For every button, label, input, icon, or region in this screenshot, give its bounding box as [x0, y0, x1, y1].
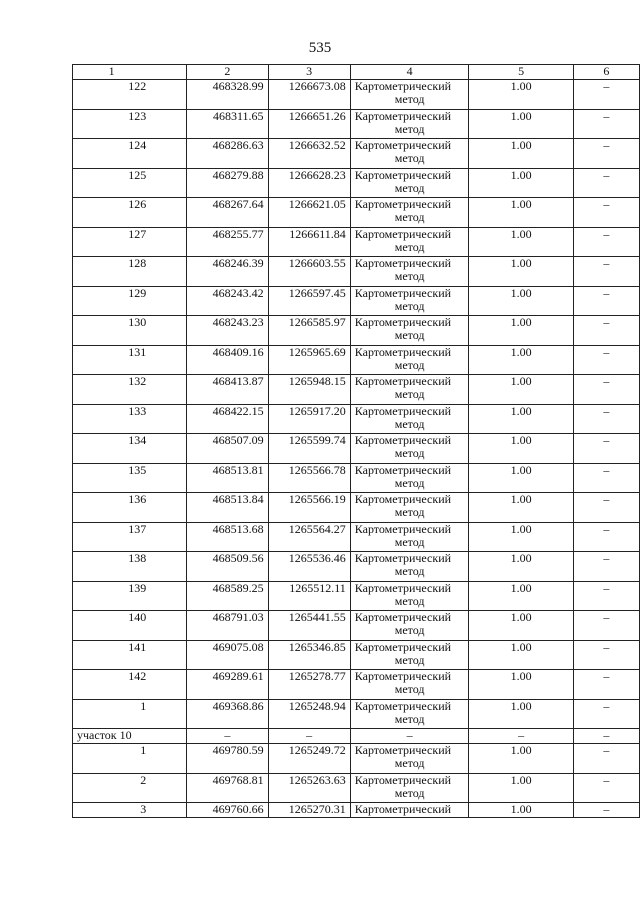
note-dash: – — [573, 168, 639, 198]
coord-x: 468243.42 — [187, 286, 268, 316]
table-row — [73, 109, 640, 139]
note-dash: – — [573, 463, 639, 493]
coord-x: 468243.23 — [187, 316, 268, 346]
point-number: 129 — [73, 286, 187, 316]
method-cell — [350, 286, 469, 316]
note-dash: – — [573, 699, 639, 729]
method-text: Картометрический — [354, 802, 452, 816]
accuracy: 1.00 — [469, 227, 573, 257]
method-cell — [350, 640, 469, 670]
coord-x: 468409.16 — [187, 345, 268, 375]
method-text: Картометрический — [354, 168, 452, 182]
method-text: метод — [394, 298, 425, 313]
coord-y: 1265564.27 — [268, 522, 350, 552]
method-cell — [350, 581, 469, 611]
method-text: Картометрический — [354, 551, 452, 565]
table-row — [73, 773, 640, 803]
method-text: метод — [394, 180, 425, 195]
accuracy: 1.00 — [469, 699, 573, 729]
method-text: Картометрический — [354, 492, 452, 506]
coord-y: 1265917.20 — [268, 404, 350, 434]
coord-x: 468513.81 — [187, 463, 268, 493]
method-text: Картометрический — [354, 286, 452, 300]
point-number: 140 — [73, 611, 187, 641]
method-text: Картометрический — [354, 227, 452, 241]
coord-x: 469760.66 — [187, 803, 268, 818]
coord-y: 1266611.84 — [268, 227, 350, 257]
point-number: 136 — [73, 493, 187, 523]
point-number: 137 — [73, 522, 187, 552]
method-cell — [350, 139, 469, 169]
accuracy: 1.00 — [469, 316, 573, 346]
method-text: Картометрический — [354, 522, 452, 536]
coord-y: 1266632.52 — [268, 139, 350, 169]
table-row — [73, 257, 640, 287]
table-row — [73, 168, 640, 198]
table-header-row — [73, 65, 640, 80]
note-dash: – — [573, 434, 639, 464]
point-number: 2 — [73, 773, 187, 803]
table-row — [73, 375, 640, 405]
accuracy: 1.00 — [469, 803, 573, 818]
note-dash: – — [573, 773, 639, 803]
coord-y: 1265248.94 — [268, 699, 350, 729]
header-col-5: 5 — [469, 65, 573, 80]
coord-y: 1266673.08 — [268, 80, 350, 110]
note-dash: – — [573, 552, 639, 582]
header-col-4: 4 — [350, 65, 469, 80]
table-row — [73, 522, 640, 552]
method-text: метод — [394, 652, 425, 667]
note-dash: – — [573, 316, 639, 346]
method-cell — [350, 316, 469, 346]
method-text: метод — [394, 505, 425, 519]
coord-y: 1266628.23 — [268, 168, 350, 198]
header-col-1: 1 — [73, 65, 187, 80]
point-number: 134 — [73, 434, 187, 464]
method-text: метод — [394, 785, 425, 800]
method-text: метод — [394, 416, 425, 431]
method-cell — [350, 198, 469, 228]
section-label: участок 10 — [73, 729, 187, 744]
coord-y: 1266585.97 — [268, 316, 350, 346]
accuracy: 1.00 — [469, 581, 573, 611]
table-row — [73, 345, 640, 375]
note-dash: – — [573, 493, 639, 523]
point-number: 126 — [73, 198, 187, 228]
accuracy: 1.00 — [469, 139, 573, 169]
table-row — [73, 670, 640, 700]
note-dash: – — [573, 581, 639, 611]
coord-x: 468286.63 — [187, 139, 268, 169]
header-col-3: 3 — [268, 65, 350, 80]
note-dash: – — [573, 198, 639, 228]
method-text: Картометрический — [354, 315, 452, 329]
accuracy: 1.00 — [469, 286, 573, 316]
point-number: 142 — [73, 670, 187, 700]
method-text: Картометрический — [354, 640, 452, 654]
method-cell — [350, 227, 469, 257]
coord-x: 468328.99 — [187, 80, 268, 110]
coord-x: 469768.81 — [187, 773, 268, 803]
method-cell — [350, 493, 469, 523]
method-text: Картометрический — [354, 581, 452, 595]
accuracy: 1.00 — [469, 640, 573, 670]
method-cell — [350, 773, 469, 803]
point-number: 123 — [73, 109, 187, 139]
coord-y: 1265278.77 — [268, 670, 350, 700]
note-dash: – — [573, 803, 639, 818]
coord-x: 469780.59 — [187, 744, 268, 774]
coord-x: 468413.87 — [187, 375, 268, 405]
note-dash: – — [573, 611, 639, 641]
method-text: Картометрический — [354, 79, 452, 93]
table-row — [73, 139, 640, 169]
coord-y: 1266597.45 — [268, 286, 350, 316]
table-row — [73, 611, 640, 641]
method-text: метод — [394, 623, 425, 637]
method-cell — [350, 345, 469, 375]
coord-y: 1265566.19 — [268, 493, 350, 523]
note-dash: – — [573, 286, 639, 316]
accuracy: 1.00 — [469, 670, 573, 700]
point-number: 128 — [73, 257, 187, 287]
method-cell — [350, 463, 469, 493]
coord-y: 1265965.69 — [268, 345, 350, 375]
point-number: 124 — [73, 139, 187, 169]
method-text: метод — [394, 682, 425, 696]
method-text: метод — [394, 475, 425, 490]
table-row — [73, 404, 640, 434]
method-text: метод — [394, 210, 425, 224]
accuracy: 1.00 — [469, 493, 573, 523]
accuracy: 1.00 — [469, 198, 573, 228]
method-cell — [350, 699, 469, 729]
method-text: метод — [394, 269, 425, 283]
coord-x: 468267.64 — [187, 198, 268, 228]
method-cell — [350, 375, 469, 405]
method-cell — [350, 168, 469, 198]
header-col-2: 2 — [187, 65, 268, 80]
coord-x: 468507.09 — [187, 434, 268, 464]
table-row — [73, 493, 640, 523]
note-dash: – — [573, 375, 639, 405]
table-row — [73, 744, 640, 774]
method-cell — [350, 80, 469, 110]
note-dash: – — [573, 80, 639, 110]
note-dash: – — [573, 522, 639, 552]
table-row — [73, 434, 640, 464]
coord-y: 1265566.78 — [268, 463, 350, 493]
method-text: Картометрический — [354, 699, 452, 713]
method-text: метод — [394, 534, 425, 549]
method-text: Картометрический — [354, 138, 452, 152]
method-text: Картометрический — [354, 610, 452, 624]
table-row — [73, 581, 640, 611]
accuracy: 1.00 — [469, 463, 573, 493]
coord-y: 1265441.55 — [268, 611, 350, 641]
coord-y: 1265536.46 — [268, 552, 350, 582]
method-text: метод — [394, 121, 425, 136]
coord-x: 468513.84 — [187, 493, 268, 523]
point-number: 1 — [73, 744, 187, 774]
accuracy: 1.00 — [469, 375, 573, 405]
point-number: 132 — [73, 375, 187, 405]
method-cell — [350, 552, 469, 582]
accuracy: 1.00 — [469, 522, 573, 552]
method-text: метод — [394, 711, 425, 726]
method-text: метод — [394, 239, 425, 254]
coord-x: 468513.68 — [187, 522, 268, 552]
point-number: 122 — [73, 80, 187, 110]
point-number: 130 — [73, 316, 187, 346]
coord-y: 1265512.11 — [268, 581, 350, 611]
method-cell — [350, 522, 469, 552]
coord-y: 1265263.63 — [268, 773, 350, 803]
point-number: 125 — [73, 168, 187, 198]
method-text: метод — [394, 756, 425, 770]
coord-y: 1266603.55 — [268, 257, 350, 287]
note-dash: – — [573, 345, 639, 375]
table-row — [73, 699, 640, 729]
point-number: 138 — [73, 552, 187, 582]
table-row — [73, 640, 640, 670]
method-cell — [350, 109, 469, 139]
coord-x: 468279.88 — [187, 168, 268, 198]
table-row — [73, 803, 640, 818]
section-dash: – — [350, 729, 469, 744]
note-dash: – — [573, 670, 639, 700]
table-row — [73, 80, 640, 110]
note-dash: – — [573, 109, 639, 139]
method-text: Картометрический — [354, 345, 452, 359]
method-text: метод — [394, 387, 425, 401]
table-row — [73, 463, 640, 493]
note-dash: – — [573, 404, 639, 434]
point-number: 133 — [73, 404, 187, 434]
accuracy: 1.00 — [469, 168, 573, 198]
accuracy: 1.00 — [469, 80, 573, 110]
method-cell — [350, 611, 469, 641]
note-dash: – — [573, 257, 639, 287]
note-dash: – — [573, 139, 639, 169]
coord-y: 1265948.15 — [268, 375, 350, 405]
coord-x: 468509.56 — [187, 552, 268, 582]
point-number: 1 — [73, 699, 187, 729]
coord-x: 469289.61 — [187, 670, 268, 700]
accuracy: 1.00 — [469, 404, 573, 434]
method-text: Картометрический — [354, 433, 452, 447]
method-text: Картометрический — [354, 197, 452, 211]
method-text: Картометрический — [354, 669, 452, 683]
accuracy: 1.00 — [469, 109, 573, 139]
method-text: метод — [394, 328, 425, 342]
accuracy: 1.00 — [469, 552, 573, 582]
section-dash: – — [573, 729, 639, 744]
accuracy: 1.00 — [469, 744, 573, 774]
method-cell — [350, 257, 469, 287]
method-text: Картометрический — [354, 743, 452, 757]
coord-x: 468311.65 — [187, 109, 268, 139]
coord-x: 468791.03 — [187, 611, 268, 641]
method-text: Картометрический — [354, 374, 452, 388]
note-dash: – — [573, 744, 639, 774]
method-text: метод — [394, 564, 425, 578]
coord-y: 1266621.05 — [268, 198, 350, 228]
section-dash: – — [187, 729, 268, 744]
method-text: Картометрический — [354, 256, 452, 270]
header-col-6: 6 — [573, 65, 639, 80]
coord-y: 1266651.26 — [268, 109, 350, 139]
coord-x: 468246.39 — [187, 257, 268, 287]
method-cell — [350, 744, 469, 774]
accuracy: 1.00 — [469, 773, 573, 803]
method-text: метод — [394, 151, 425, 165]
coordinates-table — [72, 64, 640, 818]
method-text: метод — [394, 92, 425, 106]
accuracy: 1.00 — [469, 611, 573, 641]
coord-y: 1265270.31 — [268, 803, 350, 818]
coord-x: 468255.77 — [187, 227, 268, 257]
table-row — [73, 552, 640, 582]
point-number: 131 — [73, 345, 187, 375]
accuracy: 1.00 — [469, 434, 573, 464]
table-row — [73, 198, 640, 228]
coord-x: 468422.15 — [187, 404, 268, 434]
table-row — [73, 286, 640, 316]
accuracy: 1.00 — [469, 345, 573, 375]
method-text: Картометрический — [354, 404, 452, 418]
section-dash: – — [268, 729, 350, 744]
coord-x: 469368.86 — [187, 699, 268, 729]
note-dash: – — [573, 640, 639, 670]
point-number: 3 — [73, 803, 187, 818]
method-text: Картометрический — [354, 773, 452, 787]
method-text: метод — [394, 446, 425, 460]
method-cell — [350, 434, 469, 464]
coord-y: 1265599.74 — [268, 434, 350, 464]
point-number: 139 — [73, 581, 187, 611]
coord-y: 1265249.72 — [268, 744, 350, 774]
point-number: 141 — [73, 640, 187, 670]
note-dash: – — [573, 227, 639, 257]
coord-x: 469075.08 — [187, 640, 268, 670]
method-cell — [350, 670, 469, 700]
method-cell — [350, 803, 469, 818]
method-text: Картометрический — [354, 463, 452, 477]
method-cell — [350, 404, 469, 434]
method-text: метод — [394, 357, 425, 372]
method-text: метод — [394, 593, 425, 608]
accuracy: 1.00 — [469, 257, 573, 287]
section-row — [73, 729, 640, 744]
table-row — [73, 227, 640, 257]
method-text: Картометрический — [354, 109, 452, 123]
page-number: 535 — [308, 40, 332, 56]
section-dash: – — [469, 729, 573, 744]
table-row — [73, 316, 640, 346]
coord-x: 468589.25 — [187, 581, 268, 611]
coord-y: 1265346.85 — [268, 640, 350, 670]
point-number: 135 — [73, 463, 187, 493]
point-number: 127 — [73, 227, 187, 257]
